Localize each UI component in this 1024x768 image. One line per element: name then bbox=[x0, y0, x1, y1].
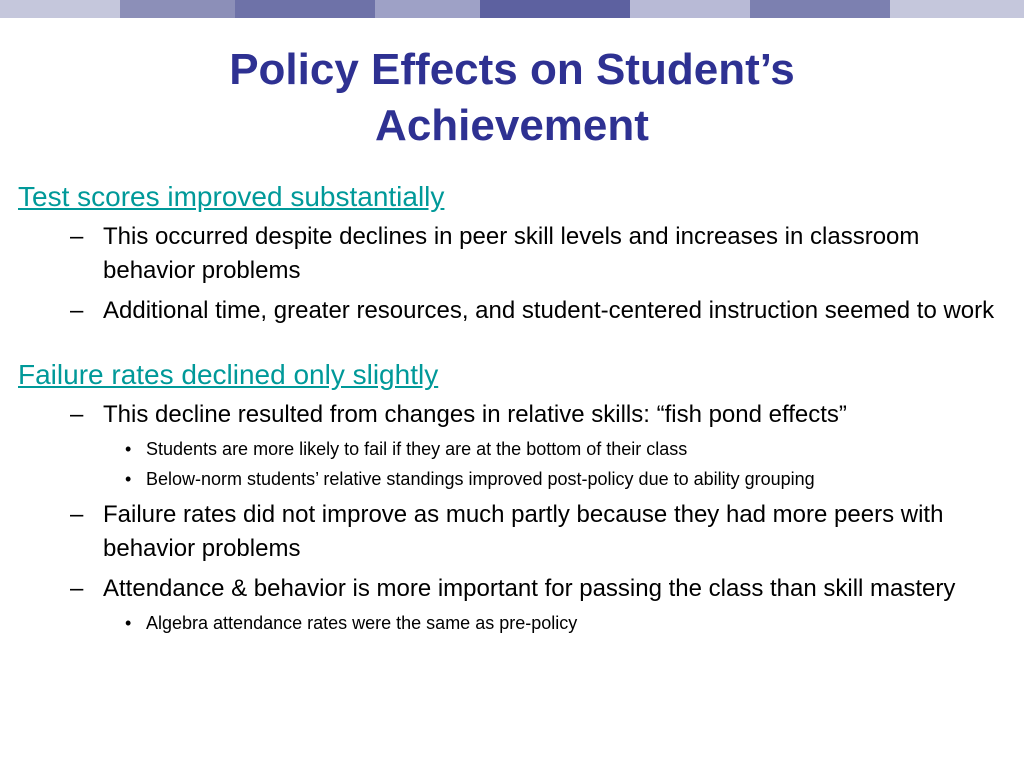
slide-title-line1: Policy Effects on Student’s bbox=[229, 45, 795, 94]
band-block bbox=[750, 0, 890, 18]
bullet-marker: • bbox=[125, 469, 132, 489]
dash-marker: – bbox=[70, 401, 84, 428]
slide-content bbox=[18, 180, 1018, 636]
dash-marker: – bbox=[70, 575, 84, 602]
sub-list-item bbox=[18, 436, 1018, 462]
list-item-text: Additional time, greater resources, and student-centered instruction seemed to work bbox=[103, 297, 995, 324]
list-item-text: This decline resulted from changes in relative skills: “fish pond effects” bbox=[103, 401, 847, 428]
band-block bbox=[375, 0, 480, 18]
bullet-marker: • bbox=[125, 439, 132, 459]
dash-marker: – bbox=[70, 297, 84, 324]
band-block bbox=[480, 0, 630, 18]
section-heading-test-scores: Test scores improved substantially bbox=[18, 181, 445, 212]
dash-marker: – bbox=[70, 223, 84, 250]
list-item bbox=[18, 572, 1008, 606]
top-decorative-band bbox=[0, 0, 1024, 18]
sub-list-item bbox=[18, 466, 1018, 492]
list-item-text: Attendance & behavior is more important for passing the class than skill mastery bbox=[103, 575, 956, 602]
list-item bbox=[18, 398, 1008, 432]
band-block bbox=[235, 0, 375, 18]
sub-list-item-text: Students are more likely to fail if they are at the bottom of their class bbox=[146, 439, 688, 459]
slide-title bbox=[0, 42, 1024, 154]
sub-list-item-text: Below-norm students’ relative standings improved post-policy due to ability grouping bbox=[146, 469, 815, 489]
section-heading-failure-rates: Failure rates declined only slightly bbox=[18, 359, 439, 390]
list-item bbox=[18, 294, 1008, 328]
list-item-text: This occurred despite declines in peer skill levels and increases in classroom behavior problems bbox=[103, 223, 920, 284]
band-block bbox=[0, 0, 120, 18]
list-item bbox=[18, 220, 1008, 288]
slide-title-line2: Achievement bbox=[375, 101, 649, 150]
band-block bbox=[890, 0, 1024, 18]
band-block bbox=[120, 0, 235, 18]
sub-list-item-text: Algebra attendance rates were the same as pre-policy bbox=[146, 613, 578, 633]
dash-marker: – bbox=[70, 501, 84, 528]
bullet-marker: • bbox=[125, 613, 132, 633]
band-block bbox=[630, 0, 750, 18]
list-item-text: Failure rates did not improve as much partly because they had more peers with behavior problems bbox=[103, 501, 944, 562]
list-item bbox=[18, 498, 1008, 566]
sub-list-item bbox=[18, 610, 1018, 636]
